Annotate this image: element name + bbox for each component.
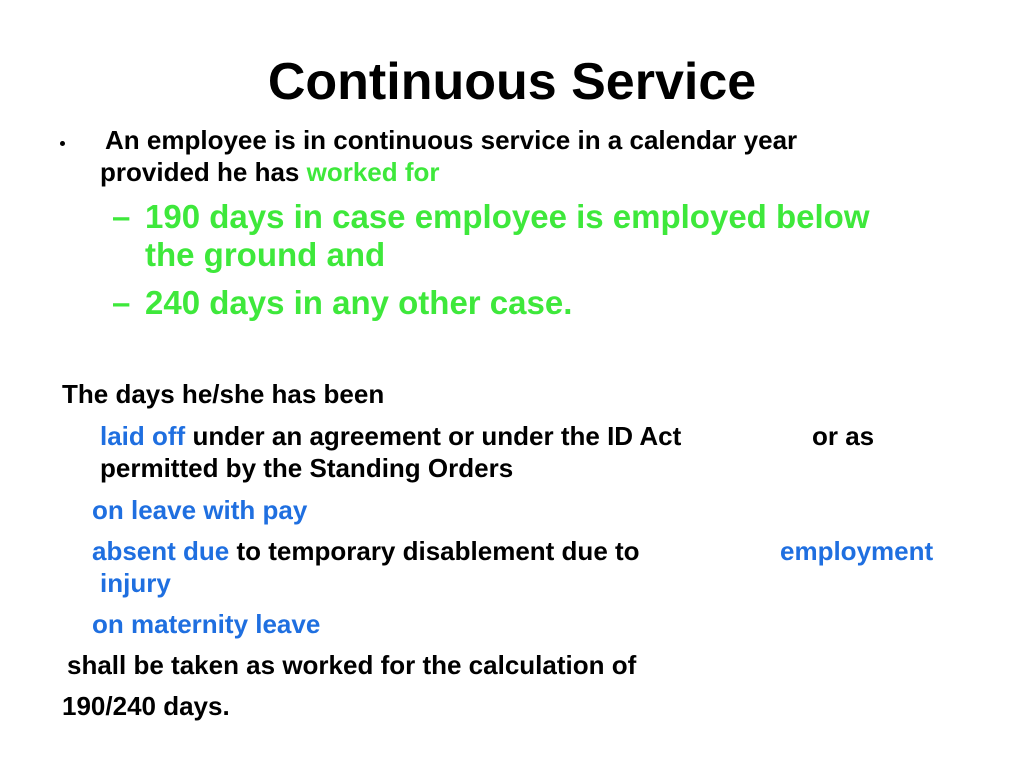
- sub-bullet-1-line-1: 190 days in case employee is employed below: [145, 198, 870, 235]
- laid-off-rest: under an agreement or under the ID Act: [185, 421, 682, 451]
- sub-bullet-1-line-2: the ground and: [145, 236, 386, 273]
- sub-bullet-dash-1: –: [112, 198, 131, 235]
- worked-for-highlight: worked for: [306, 157, 440, 187]
- bullet-line-2-text: provided he has: [100, 157, 307, 187]
- employment-highlight: employment: [780, 536, 934, 566]
- conclusion-line-1: shall be taken as worked for the calculation of: [67, 650, 637, 680]
- maternity-leave: on maternity leave: [92, 609, 321, 639]
- sub-bullet-dash-2: –: [112, 284, 131, 321]
- section-intro: The days he/she has been: [62, 379, 385, 409]
- bullet-line-1: An employee is in continuous service in a calendar year: [105, 125, 798, 155]
- laid-off-tail: or as: [812, 421, 875, 451]
- conclusion-line-2: 190/240 days.: [62, 691, 230, 721]
- leave-with-pay: on leave with pay: [92, 495, 308, 525]
- injury-text: injury: [100, 568, 171, 598]
- slide-title: Continuous Service: [267, 53, 757, 111]
- laid-off-highlight: laid off: [100, 421, 186, 451]
- absent-due-highlight: absent due: [92, 536, 230, 566]
- laid-off-line: [100, 420, 681, 452]
- laid-off-line-2: permitted by the Standing Orders: [100, 453, 514, 483]
- bullet-line-2: [100, 156, 440, 188]
- bullet-dot-icon: [60, 141, 65, 146]
- sub-bullet-2: 240 days in any other case.: [145, 284, 573, 321]
- absent-rest: to temporary disablement due to: [229, 536, 640, 566]
- absent-line: [92, 535, 640, 567]
